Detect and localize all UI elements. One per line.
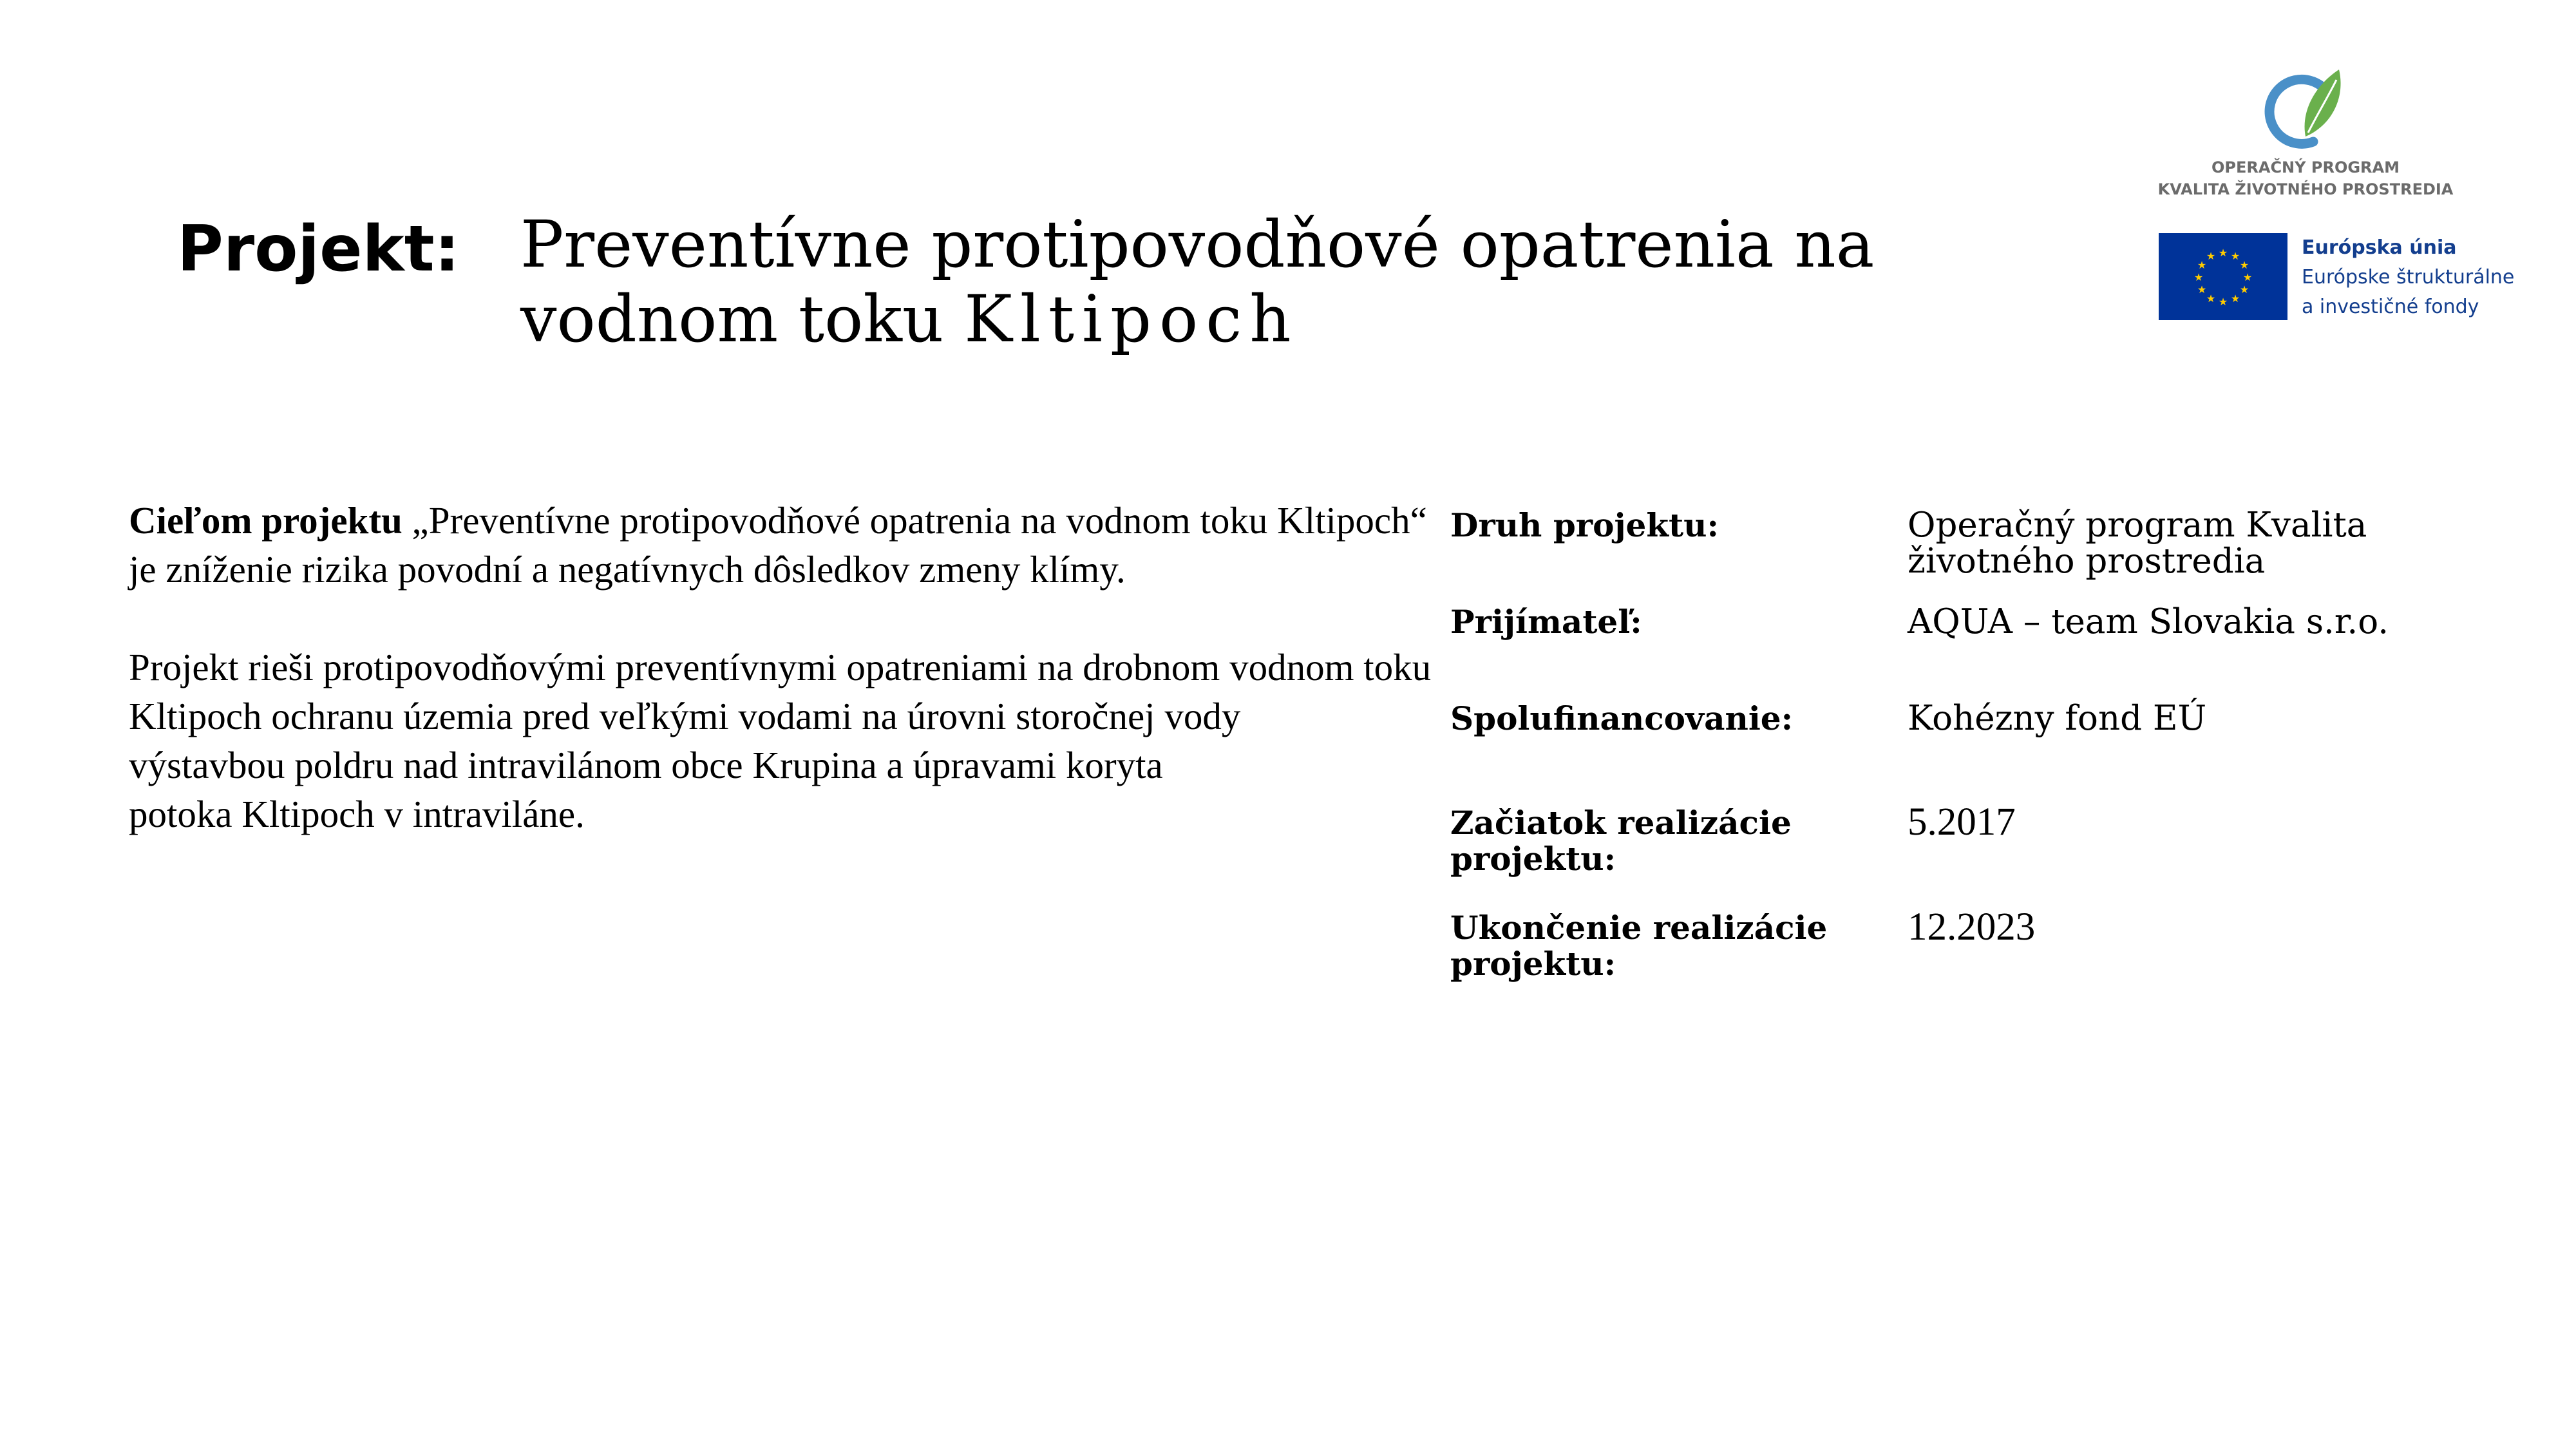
ukoncenie-label-line2: projektu: bbox=[1450, 945, 1616, 983]
ukoncenie-value: 12.2023 bbox=[1908, 905, 2036, 949]
goal-line2: je zníženie rizika povodní a negatívnych dôsledkov zmeny klímy. bbox=[129, 548, 1126, 591]
scope-line2: Kltipoch ochranu územia pred veľkými vodami na úrovni storočnej vody bbox=[129, 695, 1241, 737]
eu-flag-icon bbox=[2159, 233, 2287, 320]
svg-text:★: ★ bbox=[2242, 271, 2253, 283]
druh-value-line1: Operačný program Kvalita bbox=[1908, 506, 2367, 545]
druh-value-line2: životného prostredia bbox=[1908, 542, 2266, 581]
op-kzp-line2: KVALITA ŽIVOTNÉHO PROSTREDIA bbox=[2157, 180, 2454, 198]
svg-text:★: ★ bbox=[2197, 283, 2207, 296]
prijimatel-label: Prijímateľ: bbox=[1450, 603, 1642, 641]
druh-label: Druh projektu: bbox=[1450, 506, 1719, 544]
scope-line3: výstavbou poldru nad intravilánom obce Krupina a úpravami koryta bbox=[129, 744, 1163, 786]
project-title-line2 bbox=[520, 282, 1905, 357]
project-label: Projekt: bbox=[177, 213, 460, 286]
svg-text:★: ★ bbox=[2206, 292, 2216, 305]
description-paragraph-goal bbox=[129, 496, 1443, 594]
eu-line1: Európska únia bbox=[2302, 236, 2457, 259]
svg-text:★: ★ bbox=[2239, 259, 2249, 271]
druh-value bbox=[1908, 507, 2552, 580]
description-paragraph-scope bbox=[129, 643, 1443, 838]
project-description bbox=[129, 496, 1443, 838]
scope-line4: potoka Kltipoch v intraviláne. bbox=[129, 793, 585, 835]
project-title bbox=[520, 207, 1905, 357]
op-kzp-leaf-icon bbox=[2260, 64, 2351, 155]
svg-text:★: ★ bbox=[2218, 247, 2228, 259]
eu-logo bbox=[2159, 233, 2571, 323]
op-kzp-logo bbox=[2151, 64, 2460, 213]
ukoncenie-label-line1: Ukončenie realizácie bbox=[1450, 909, 1828, 947]
zaciatok-value: 5.2017 bbox=[1908, 800, 2016, 844]
spolufinancovanie-label: Spolufinancovanie: bbox=[1450, 699, 1794, 737]
svg-text:★: ★ bbox=[2206, 250, 2216, 262]
scope-line1: Projekt rieši protipovodňovými preventívnymi opatreniami na drobnom vodnom toku bbox=[129, 646, 1432, 688]
ukoncenie-label bbox=[1450, 910, 1901, 982]
zaciatok-label bbox=[1450, 805, 1901, 877]
zaciatok-label-line1: Začiatok realizácie bbox=[1450, 804, 1792, 842]
svg-text:★: ★ bbox=[2230, 292, 2240, 305]
svg-text:★: ★ bbox=[2239, 283, 2249, 296]
eu-text bbox=[2302, 233, 2514, 322]
prijimatel-value: AQUA – team Slovakia s.r.o. bbox=[1908, 602, 2389, 641]
eu-line3: a investičné fondy bbox=[2302, 296, 2479, 318]
svg-text:★: ★ bbox=[2197, 259, 2207, 271]
op-kzp-text bbox=[2151, 156, 2460, 200]
goal-line1: „Preventívne protipovodňové opatrenia na vodnom toku Kltipoch“ bbox=[402, 499, 1427, 542]
project-title-line2-prefix: vodnom toku bbox=[520, 281, 965, 357]
goal-bold-lead: Cieľom projektu bbox=[129, 499, 402, 542]
op-kzp-line1: OPERAČNÝ PROGRAM bbox=[2211, 158, 2400, 176]
svg-text:★: ★ bbox=[2230, 250, 2240, 262]
zaciatok-label-line2: projektu: bbox=[1450, 840, 1616, 878]
project-title-line1: Preventívne protipovodňové opatrenia na bbox=[520, 207, 1875, 282]
svg-text:★: ★ bbox=[2193, 271, 2204, 283]
svg-text:★: ★ bbox=[2218, 296, 2228, 308]
eu-line2: Európske štrukturálne bbox=[2302, 266, 2515, 289]
project-title-stream-name: Kltipoch bbox=[964, 281, 1299, 357]
spolufinancovanie-value: Kohézny fond EÚ bbox=[1908, 699, 2207, 738]
